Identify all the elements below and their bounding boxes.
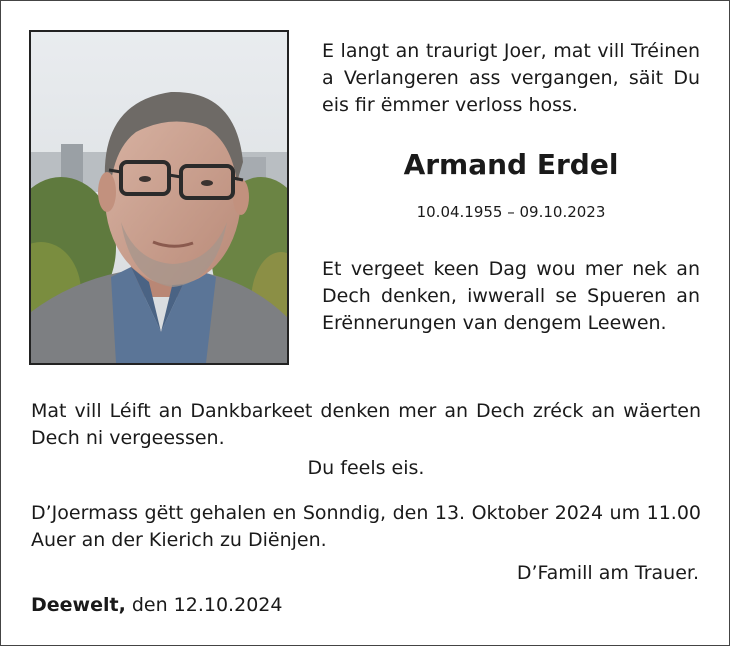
deceased-name: Armand Erdel bbox=[403, 148, 619, 181]
thanks-text: Mat vill Léift an Dankbarkeet denken mer an Dech zréck an wäerten Dech ni vergeessen. bbox=[31, 400, 701, 449]
verse-text: Et vergeet keen Dag wou mer nek an Dech denken, iwwerall se Spueren an Erënnerungen van dengem Leewen. bbox=[322, 258, 700, 334]
publication-date: den 12.10.2024 bbox=[125, 594, 283, 616]
portrait-photo bbox=[29, 30, 289, 365]
signoff-short: Du feels eis. bbox=[307, 457, 425, 479]
signoff-family: D’Famill am Trauer. bbox=[516, 562, 699, 584]
place-name: Deewelt, bbox=[31, 594, 126, 616]
intro-text: E langt an traurigt Joer, mat vill Tréinen a Verlangeren ass vergangen, säit Du eis fir ëmmer verloss hoss. bbox=[322, 40, 700, 116]
life-dates: 10.04.1955 – 09.10.2023 bbox=[416, 203, 606, 221]
mass-info: D’Joermass gëtt gehalen en Sonndig, den 13. Oktober 2024 um 11.00 Auer an der Kierich zu Diënjen. bbox=[31, 502, 701, 551]
place-date-line bbox=[31, 594, 282, 616]
